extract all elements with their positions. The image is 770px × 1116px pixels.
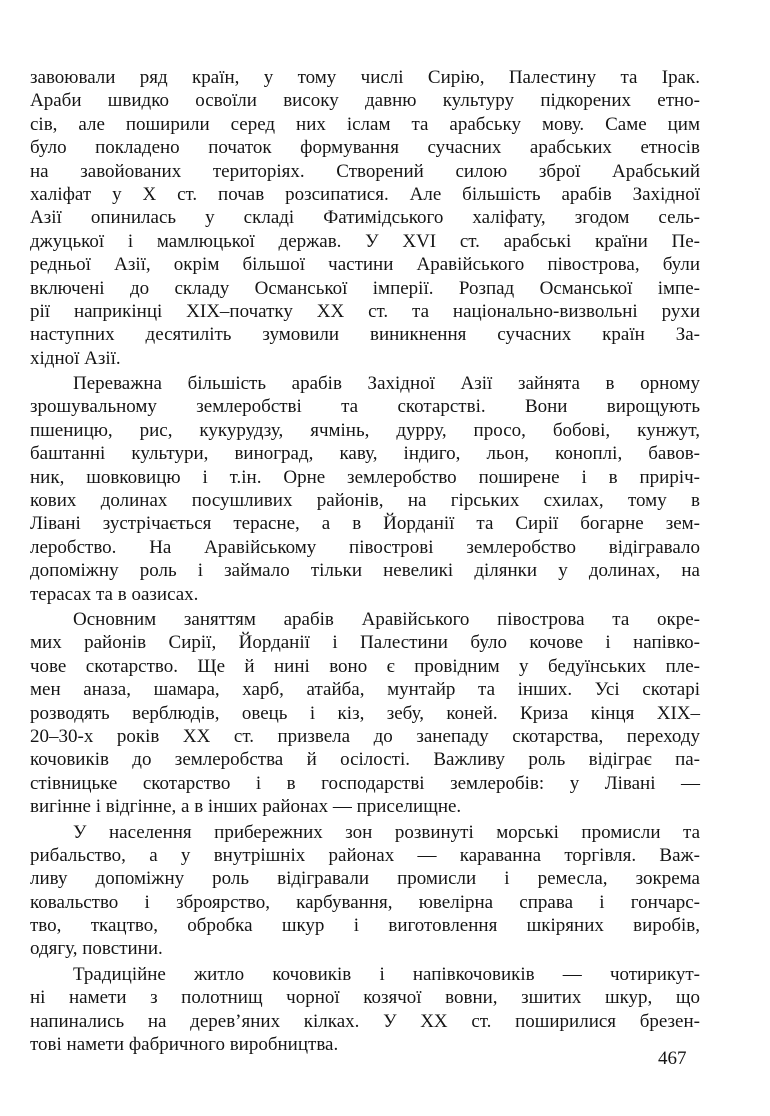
text-line: рибальство, а у внутрішніх районах — караванна торгівля. Важ-	[30, 844, 700, 866]
text-line: хідної Азії.	[30, 347, 121, 369]
text-line: джуцької і мамлюцької держав. У XVI ст. арабські країни Пе-	[30, 230, 700, 252]
text-line: допоміжну роль і займало тільки невеликі ділянки у долинах, на	[30, 560, 700, 582]
text-line: Переважна більшість арабів Західної Азії зайнята в орному	[73, 373, 700, 395]
text-line: Азії опинилась у складі Фатимідського халіфату, згодом сель-	[30, 207, 700, 229]
text-line: редньої Азії, окрім більшої частини Аравійського півострова, були	[30, 254, 700, 276]
text-line: було покладено початок формування сучасних арабських етносів	[30, 137, 700, 159]
paragraph	[30, 963, 700, 1057]
text-line: вигінне і відгінне, а в інших районах — приселищне.	[30, 796, 462, 818]
text-line: на завойованих територіях. Створений силою зброї Арабський	[30, 160, 700, 182]
text-line: терасах та в оазисах.	[30, 583, 199, 605]
body-text	[30, 66, 700, 1056]
page-number: 467	[658, 1048, 687, 1069]
text-line: Основним заняттям арабів Аравійського півострова та окре-	[73, 608, 700, 630]
text-line: зрошувальному землеробстві та скотарстві. Вони вирощують	[30, 396, 700, 418]
text-line: У населення прибережних зон розвинуті морські промисли та	[73, 821, 700, 843]
text-line: стівницьке скотарство і в господарстві землеробів: у Лівані —	[30, 772, 700, 794]
text-line: тові намети фабричного виробництва.	[30, 1034, 339, 1056]
text-line: мих районів Сирії, Йорданії і Палестини було кочове і напівко-	[30, 632, 700, 654]
text-line: пшеницю, рис, кукурудзу, ячмінь, дурру, просо, бобові, кунжут,	[30, 419, 700, 441]
text-line: леробство. На Аравійському півострові землеробство відігравало	[30, 536, 700, 558]
text-line: напинались на дерев’яних кілках. У XX ст. поширилися брезен-	[30, 1010, 700, 1032]
text-line: ковальство і зброярство, карбування, ювелірна справа і гончарс-	[30, 891, 700, 913]
text-line: рії наприкінці XIX–початку XX ст. та національно-визвольні рухи	[30, 300, 700, 322]
paragraph	[30, 608, 700, 819]
text-line: наступних десятиліть зумовили виникнення сучасних країн За-	[30, 324, 700, 346]
text-line: ливу допоміжну роль відігравали промисли і ремесла, зокрема	[30, 868, 700, 890]
paragraph	[30, 821, 700, 961]
paragraph	[30, 372, 700, 606]
text-line: кочовиків до землеробства й осілості. Важливу роль відіграє па-	[30, 749, 700, 771]
text-line: чове скотарство. Ще й нині воно є провідним у бедуїнських пле-	[30, 655, 700, 677]
paragraph	[30, 66, 700, 370]
text-line: мен аназа, шамара, харб, атайба, мунтайр та інших. Усі скотарі	[30, 679, 700, 701]
text-line: завоювали ряд країн, у тому числі Сирію, Палестину та Ірак.	[30, 67, 700, 88]
text-line: Лівані зустрічається терасне, а в Йорданії та Сирії богарне зем-	[30, 513, 700, 535]
text-line: Араби швидко освоїли високу давню культуру підкорених етно-	[30, 90, 700, 112]
text-line: кових долинах посушливих районів, на гірських схилах, тому в	[30, 490, 700, 512]
text-line: включені до складу Османської імперії. Розпад Османської імпе-	[30, 277, 700, 299]
text-line: халіфат у X ст. почав розсипатися. Але більшість арабів Західної	[30, 183, 700, 205]
text-line: одягу, повстини.	[30, 938, 163, 960]
text-line: сів, але поширили серед них іслам та арабську мову. Саме цим	[30, 113, 700, 135]
text-line: ник, шовковицю і т.ін. Орне землеробство поширене і в приріч-	[30, 466, 700, 488]
text-line: ні намети з полотнищ чорної козячої вовни, зшитих шкур, що	[30, 987, 700, 1009]
text-line: баштанні культури, виноград, каву, індиго, льон, коноплі, бавов-	[30, 443, 700, 465]
text-line: розводять верблюдів, овець і кіз, зебу, коней. Криза кінця XIX–	[30, 702, 700, 724]
text-line: Традиційне житло кочовиків і напівкочовиків — чотирикут-	[73, 963, 700, 985]
text-line: 20–30-х років XX ст. призвела до занепаду скотарства, переходу	[30, 725, 700, 747]
text-line: тво, ткацтво, обробка шкур і виготовлення шкіряних виробів,	[30, 915, 700, 937]
